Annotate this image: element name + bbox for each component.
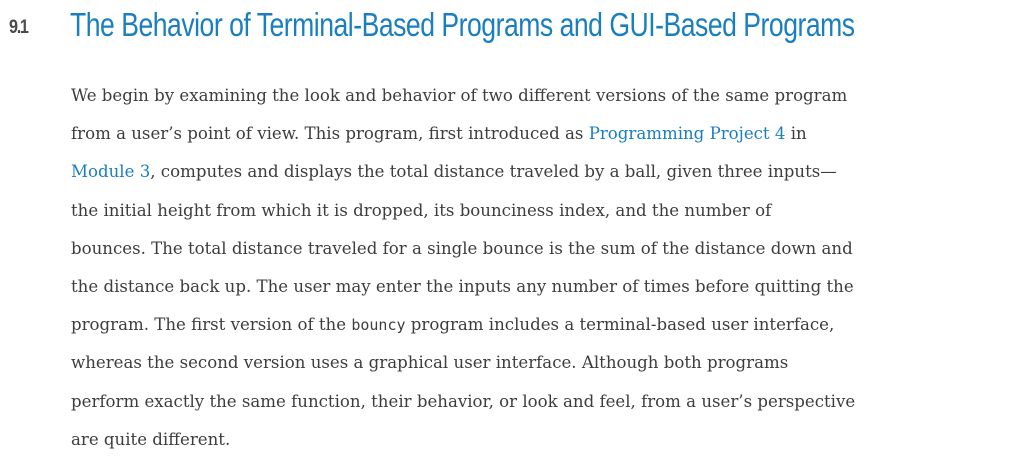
paragraph-line <box>71 153 1006 191</box>
inline-code-bouncy: bouncy <box>351 316 406 335</box>
text-run: are quite different. <box>71 429 231 449</box>
paragraph-line <box>71 77 1006 115</box>
section-number: 9.1 <box>9 17 28 38</box>
paragraph-line <box>71 421 1006 459</box>
programming-project-4-link[interactable]: Programming Project 4 <box>588 124 786 144</box>
text-run: in <box>785 124 807 144</box>
module-3-link[interactable]: Module 3 <box>71 162 151 182</box>
body-paragraph <box>71 77 1006 459</box>
text-run: perform exactly the same function, their behavior, or look and feel, from a user’s perspective <box>71 391 856 411</box>
section-title: The Behavior of Terminal-Based Programs and GUI-Based Programs <box>70 6 855 43</box>
paragraph-line <box>71 230 1006 268</box>
paragraph-line <box>71 344 1006 382</box>
paragraph-line <box>71 306 1006 344</box>
text-run: program includes a terminal-based user interface, <box>405 315 835 335</box>
text-run: , computes and displays the total distance traveled by a ball, given three inputs— <box>150 162 837 182</box>
paragraph-line <box>71 192 1006 230</box>
text-run: bounces. The total distance traveled for a single bounce is the sum of the distance down and <box>71 238 853 258</box>
text-run: We begin by examining the look and behavior of two different versions of the same program <box>71 86 848 105</box>
section-header <box>0 0 1024 60</box>
paragraph-line <box>71 268 1006 306</box>
text-run: whereas the second version uses a graphical user interface. Although both programs <box>71 353 789 373</box>
text-run: program. The first version of the <box>71 315 352 335</box>
text-run: the distance back up. The user may enter the inputs any number of times before quitting the <box>71 277 854 297</box>
text-run: the initial height from which it is dropped, its bounciness index, and the number of <box>71 200 772 220</box>
paragraph-line <box>71 115 1006 153</box>
text-run: from a user’s point of view. This program, first introduced as <box>71 124 589 144</box>
paragraph-line <box>71 383 1006 421</box>
